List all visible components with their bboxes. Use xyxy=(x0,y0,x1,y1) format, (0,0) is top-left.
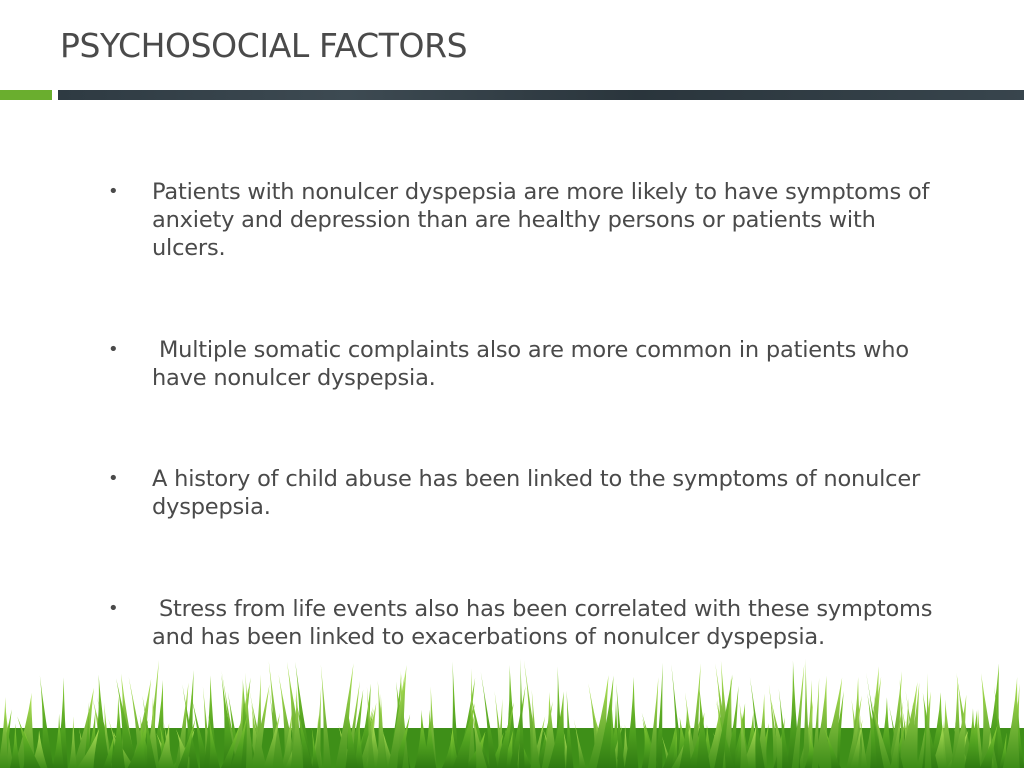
grass-blade xyxy=(803,659,810,768)
bullet-marker: • xyxy=(108,181,119,202)
slide-title: PSYCHOSOCIAL FACTORS xyxy=(60,26,468,65)
bullet-text: Multiple somatic complaints also are more common in patients who have nonulcer dyspepsia. xyxy=(152,337,916,391)
bullet-marker: • xyxy=(108,598,119,619)
bullet-text: Patients with nonulcer dyspepsia are more likely to have symptoms of anxiety and depression than are healthy persons or patients with ulcers. xyxy=(152,179,930,261)
grass-decoration xyxy=(0,658,1024,768)
bullet-item xyxy=(108,336,938,392)
title-underline-accent xyxy=(0,90,52,100)
grass-blade xyxy=(93,675,110,768)
bullet-text: Stress from life events also has been correlated with these symptoms and has been linked to exacerbations of nonulcer dyspepsia. xyxy=(152,596,940,650)
bullet-item xyxy=(108,595,938,651)
title-underline-bar xyxy=(58,90,1024,100)
bullet-item xyxy=(108,178,938,262)
grass-blade xyxy=(519,659,525,768)
bullet-item xyxy=(108,465,938,521)
bullet-marker: • xyxy=(108,339,119,360)
bullet-marker: • xyxy=(108,468,119,489)
grass-blades xyxy=(0,659,1024,768)
bullet-text: A history of child abuse has been linked to the symptoms of nonulcer dyspepsia. xyxy=(152,466,921,520)
